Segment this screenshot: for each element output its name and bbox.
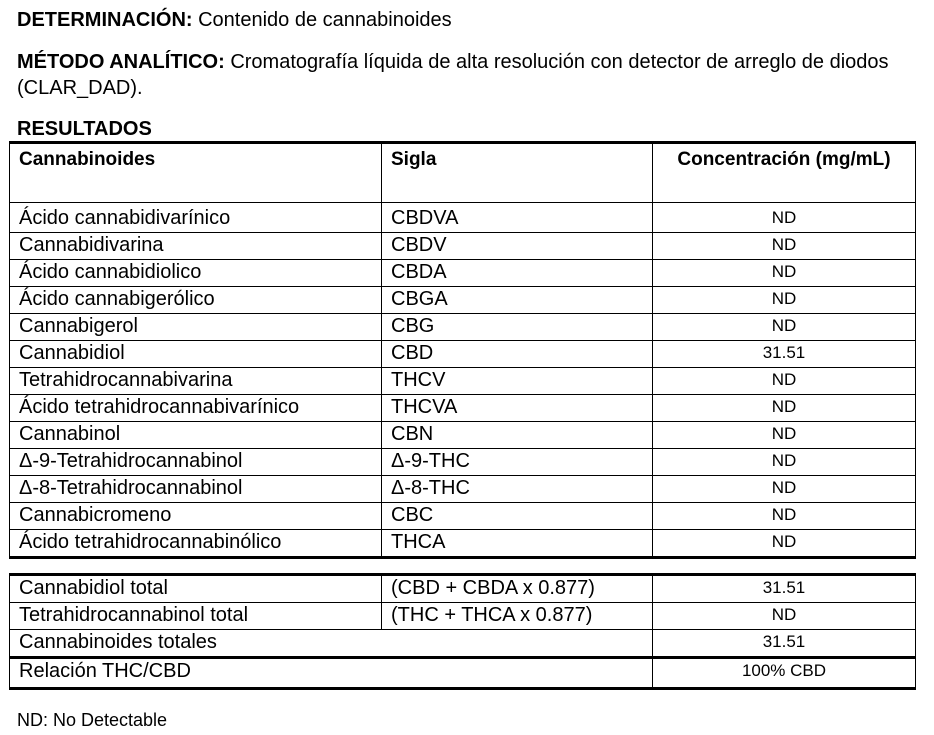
resultados-title: RESULTADOS: [17, 118, 152, 140]
cannabinoid-sigla: CBN: [382, 422, 653, 449]
cannabinoid-sigla: CBC: [382, 503, 653, 530]
total-row: [10, 575, 916, 603]
total-cannabinoides-row: [10, 630, 916, 658]
table-row: [10, 260, 916, 287]
total-concentration: ND: [653, 603, 916, 630]
table-row: [10, 476, 916, 503]
cannabinoid-sigla: CBD: [382, 341, 653, 368]
table-row: [10, 422, 916, 449]
total-name: Cannabidiol total: [10, 575, 382, 603]
cannabinoid-concentration: ND: [653, 314, 916, 341]
cannabinoid-name: Tetrahidrocannabivarina: [10, 368, 382, 395]
cannabinoid-name: Cannabinol: [10, 422, 382, 449]
cannabinoid-sigla: CBDVA: [382, 203, 653, 233]
total-name: Tetrahidrocannabinol total: [10, 603, 382, 630]
table-row: [10, 287, 916, 314]
cannabinoid-sigla: CBGA: [382, 287, 653, 314]
footnote: ND: No Detectable: [17, 710, 168, 730]
header-concentracion: Concentración (mg/mL): [653, 143, 916, 203]
cannabinoid-sigla: Δ-8-THC: [382, 476, 653, 503]
cannabinoid-concentration: 31.51: [653, 341, 916, 368]
relacion-value: 100% CBD: [653, 658, 916, 689]
relacion-row: [10, 658, 916, 689]
header-sigla: Sigla: [382, 143, 653, 203]
total-cannabinoides-value: 31.51: [653, 630, 916, 658]
cannabinoid-concentration: ND: [653, 449, 916, 476]
total-cannabinoides-name: Cannabinoides totales: [10, 630, 653, 658]
cannabinoid-name: Cannabidiol: [10, 341, 382, 368]
cannabinoid-sigla: THCA: [382, 530, 653, 558]
cannabinoid-name: Ácido tetrahidrocannabivarínico: [10, 395, 382, 422]
metodo-label: MÉTODO ANALÍTICO:: [17, 51, 225, 73]
relacion-name: Relación THC/CBD: [10, 658, 653, 689]
cannabinoid-name: Ácido cannabidiolico: [10, 260, 382, 287]
cannabinoid-concentration: ND: [653, 530, 916, 558]
cannabinoid-name: Cannabigerol: [10, 314, 382, 341]
table-row: [10, 341, 916, 368]
cannabinoid-name: Δ-8-Tetrahidrocannabinol: [10, 476, 382, 503]
table-row: [10, 503, 916, 530]
table-row: [10, 233, 916, 260]
cannabinoid-name: Ácido tetrahidrocannabinólico: [10, 530, 382, 558]
cannabinoid-name: Ácido cannabidivarínico: [10, 203, 382, 233]
cannabinoid-concentration: ND: [653, 287, 916, 314]
header-cannabinoides: Cannabinoides: [10, 143, 382, 203]
determinacion-value: Contenido de cannabinoides: [198, 9, 452, 31]
cannabinoid-sigla: THCVA: [382, 395, 653, 422]
table-gap: [10, 558, 916, 575]
table-row: [10, 368, 916, 395]
cannabinoid-sigla: CBDA: [382, 260, 653, 287]
determinacion-line: [17, 9, 452, 32]
table-row: [10, 314, 916, 341]
table-row: [10, 203, 916, 233]
total-concentration: 31.51: [653, 575, 916, 603]
cannabinoid-concentration: ND: [653, 203, 916, 233]
table-row: [10, 530, 916, 558]
table-row: [10, 449, 916, 476]
cannabinoid-name: Cannabicromeno: [10, 503, 382, 530]
metodo-line: [17, 49, 897, 101]
cannabinoid-concentration: ND: [653, 233, 916, 260]
table-row: [10, 395, 916, 422]
cannabinoid-name: Cannabidivarina: [10, 233, 382, 260]
total-formula: (CBD + CBDA x 0.877): [382, 575, 653, 603]
cannabinoid-concentration: ND: [653, 476, 916, 503]
table-header-row: [10, 143, 916, 203]
metodo-value: Cromatografía líquida de alta resolución con detector de arreglo de diodos (CLAR_DAD).: [17, 51, 889, 99]
gap-cell: [10, 558, 916, 575]
cannabinoid-name: Ácido cannabigerólico: [10, 287, 382, 314]
cannabinoid-sigla: CBG: [382, 314, 653, 341]
cannabinoid-concentration: ND: [653, 422, 916, 449]
cannabinoid-name: Δ-9-Tetrahidrocannabinol: [10, 449, 382, 476]
results-table: [9, 141, 916, 690]
cannabinoid-concentration: ND: [653, 260, 916, 287]
cannabinoid-sigla: THCV: [382, 368, 653, 395]
cannabinoid-concentration: ND: [653, 395, 916, 422]
total-formula: (THC + THCA x 0.877): [382, 603, 653, 630]
cannabinoid-sigla: CBDV: [382, 233, 653, 260]
cannabinoid-concentration: ND: [653, 503, 916, 530]
total-row: [10, 603, 916, 630]
cannabinoid-sigla: Δ-9-THC: [382, 449, 653, 476]
determinacion-label: DETERMINACIÓN:: [17, 9, 193, 31]
cannabinoid-concentration: ND: [653, 368, 916, 395]
